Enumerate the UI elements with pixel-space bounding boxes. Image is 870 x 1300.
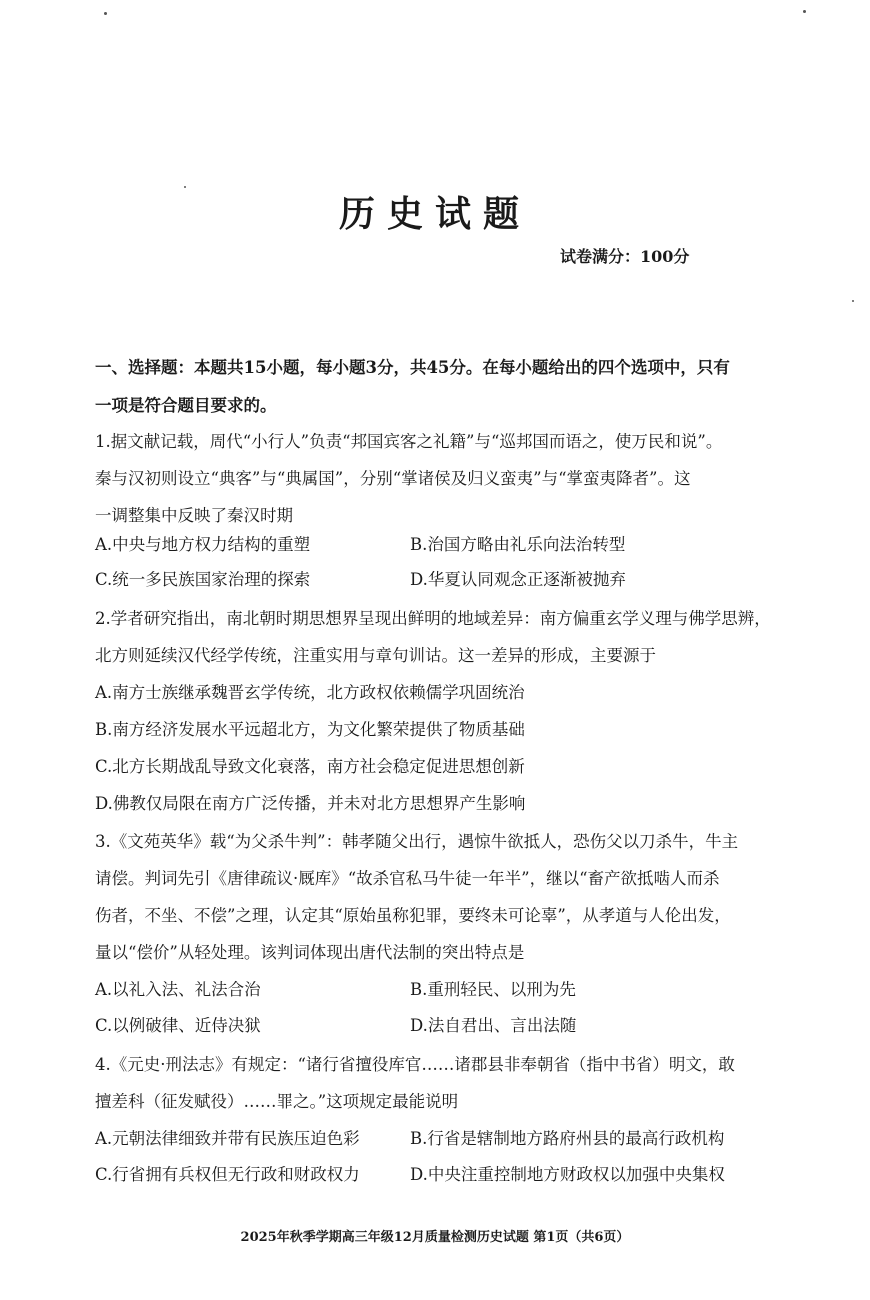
page-footer: 2025年秋季学期高三年级12月质量检测历史试题 第1页（共6页） xyxy=(240,1230,630,1245)
scan-speck xyxy=(803,10,806,13)
question-3-stem-line-2: 请偿。判词先引《唐律疏议·厩库》“故杀官私马牛徒一年半”，继以“畜产欲抵啮人而杀 xyxy=(95,869,720,888)
question-3-option-d: D.法自君出、言出法随 xyxy=(410,1016,577,1035)
scan-speck xyxy=(852,300,854,302)
question-3-option-b: B.重刑轻民、以刑为先 xyxy=(410,980,576,999)
question-1-option-d: D.华夏认同观念正逐渐被抛弃 xyxy=(410,570,626,589)
question-4-stem-line-2: 擅差科（征发赋役）……罪之。”这项规定最能说明 xyxy=(95,1092,459,1111)
question-1-option-b: B.治国方略由礼乐向法治转型 xyxy=(410,535,626,554)
scan-speck xyxy=(104,12,107,15)
full-score: 试卷满分：100分 xyxy=(560,247,690,266)
question-2-option-a: A.南方士族继承魏晋玄学传统，北方政权依赖儒学巩固统治 xyxy=(95,683,525,702)
question-2-stem-line-2: 北方则延续汉代经学传统，注重实用与章句训诂。这一差异的形成，主要源于 xyxy=(95,646,656,665)
section-heading-line-1: 一、选择题：本题共15小题，每小题3分，共45分。在每小题给出的四个选项中，只有 xyxy=(95,358,730,377)
question-4-option-d: D.中央注重控制地方财政权以加强中央集权 xyxy=(410,1165,725,1184)
question-3-option-a: A.以礼入法、礼法合治 xyxy=(95,980,261,999)
question-4-stem-line-1: 4.《元史·刑法志》有规定：“诸行省擅役库官……诸郡县非奉朝省（指中书省）明文，敢 xyxy=(95,1055,735,1074)
section-heading-line-2: 一项是符合题目要求的。 xyxy=(95,396,277,415)
question-2-option-c: C.北方长期战乱导致文化衰落，南方社会稳定促进思想创新 xyxy=(95,757,525,776)
question-3-option-c: C.以例破律、近侍决狱 xyxy=(95,1016,261,1035)
question-1-stem-line-2: 秦与汉初则设立“典客”与“典属国”，分别“掌诸侯及归义蛮夷”与“掌蛮夷降者”。这 xyxy=(95,469,691,488)
question-3-stem-line-4: 量以“偿价”从轻处理。该判词体现出唐代法制的突出特点是 xyxy=(95,943,525,962)
question-1-option-c: C.统一多民族国家治理的探索 xyxy=(95,570,311,589)
question-4-option-b: B.行省是辖制地方路府州县的最高行政机构 xyxy=(410,1129,725,1148)
question-3-stem-line-3: 伤者，不坐、不偿”之理，认定其“原始虽称犯罪，要终未可论辜”，从孝道与人伦出发， xyxy=(95,906,731,925)
question-1-stem-line-3: 一调整集中反映了秦汉时期 xyxy=(95,506,293,525)
question-4-option-a: A.元朝法律细致并带有民族压迫色彩 xyxy=(95,1129,360,1148)
question-2-option-b: B.南方经济发展水平远超北方，为文化繁荣提供了物质基础 xyxy=(95,720,525,739)
question-3-stem-line-1: 3.《文苑英华》载“为父杀牛判”：韩孝随父出行，遇惊牛欲抵人，恐伤父以刀杀牛，牛主 xyxy=(95,832,739,851)
question-1-option-a: A.中央与地方权力结构的重塑 xyxy=(95,535,311,554)
page-title: 历史试题 xyxy=(338,193,531,235)
question-4-option-c: C.行省拥有兵权但无行政和财政权力 xyxy=(95,1165,360,1184)
question-2-stem-line-1: 2.学者研究指出，南北朝时期思想界呈现出鲜明的地域差异：南方偏重玄学义理与佛学思辨， xyxy=(95,609,771,628)
question-1-stem-line-1: 1.据文献记载，周代“小行人”负责“邦国宾客之礼籍”与“巡邦国而语之，使万民和说”。 xyxy=(95,432,723,451)
question-2-option-d: D.佛教仅局限在南方广泛传播，并未对北方思想界产生影响 xyxy=(95,794,526,813)
